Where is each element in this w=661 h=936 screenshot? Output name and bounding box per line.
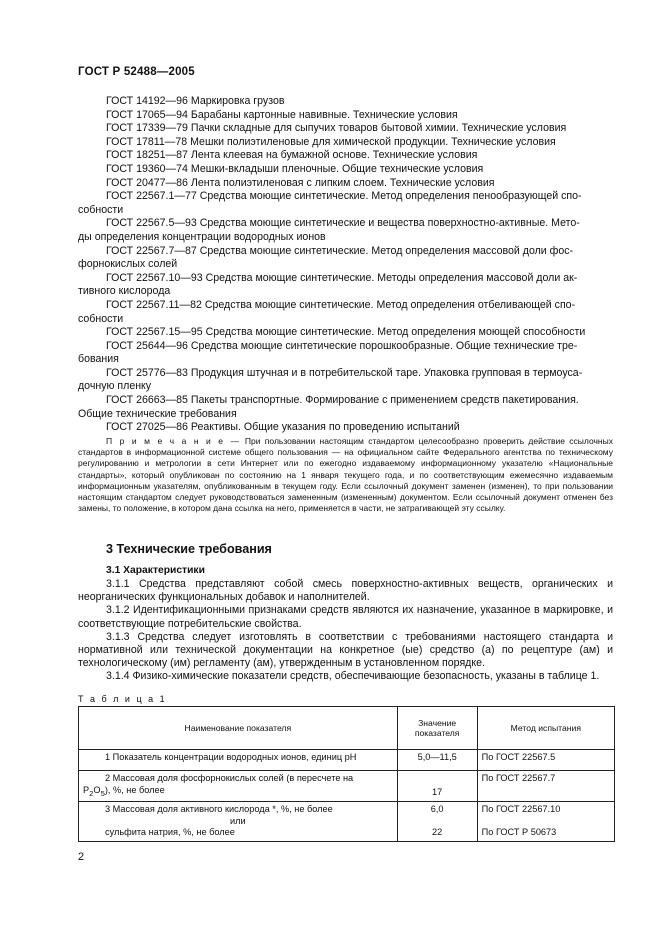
- formula-sub: 5: [100, 788, 105, 798]
- row-name: [79, 771, 398, 802]
- reference-continuation: ды определения концентрации водородных ионов: [78, 230, 326, 243]
- reference-title: Реактивы. Общие указания по проведению испытаний: [190, 421, 460, 434]
- reference-item: [78, 217, 613, 244]
- reference-title: Средства моющие синтетические. Методы определения массовой доли ак-: [205, 271, 578, 284]
- row-name-line: 2 Массовая доля фосфорнокислых солей (в пересчете на: [105, 773, 354, 783]
- reference-title: Барабаны картонные навивные. Технические условия: [190, 108, 458, 121]
- reference-code: ГОСТ 18251—87: [106, 149, 188, 162]
- paragraph: 3.1.2 Идентификационными признаками средств являются их назначение, указанное в маркировке, и соответствующие потребительские свойства.: [78, 604, 613, 630]
- paragraph: 3.1.3 Средства следует изготовлять в соответствии с требованиями настоящего стандарта и нормативной или технической документации на конкретное (ые) средство (а) по рецептуре (ам) и технологическому (им) регламенту (ам), утвержденным в установленном порядке.: [78, 630, 613, 670]
- subsection-title: 3.1 Характеристики: [106, 565, 205, 576]
- reference-title: Мешки полиэтиленовые для химической продукции. Технические условия: [190, 135, 556, 148]
- reference-continuation: собности: [78, 203, 124, 216]
- reference-title: Средства моющие синтетические. Метод определения моющей способности: [205, 326, 586, 339]
- reference-line: [78, 217, 613, 231]
- reference-title: Пачки складные для сыпучих товаров бытовой химии. Технические условия: [190, 122, 567, 135]
- reference-code: ГОСТ 22567.10—93: [106, 271, 203, 284]
- reference-item: [78, 299, 613, 326]
- reference-continuation: Общие технические требования: [78, 407, 237, 420]
- reference-code: ГОСТ 17811—78: [106, 135, 188, 148]
- reference-item: [78, 163, 613, 177]
- reference-line: [78, 177, 613, 191]
- reference-line: [78, 109, 613, 123]
- row-method: По ГОСТ 22567.7: [477, 771, 614, 802]
- row-value: 5,0—11,5: [397, 750, 477, 771]
- formula-part: P: [83, 784, 90, 795]
- reference-title: Средства моющие синтетические. Метод определения отбеливающей спо-: [204, 298, 576, 311]
- row-value: [397, 771, 477, 802]
- row-value: [397, 802, 477, 842]
- row-method: По ГОСТ 22567.5: [477, 750, 614, 771]
- reference-item: [78, 122, 613, 136]
- reference-continuation: дочную пленку: [78, 380, 152, 393]
- document-header: ГОСТ Р 52488—2005: [78, 66, 195, 78]
- reference-line: [78, 245, 613, 259]
- reference-title: Средства моющие синтетические. Метод определения массовой доли фос-: [199, 244, 574, 257]
- reference-code: ГОСТ 17065—94: [106, 108, 188, 121]
- reference-line: [78, 340, 613, 354]
- reference-title: Средства моющие синтетические порошкообразные. Общие технические тре-: [190, 339, 578, 352]
- row-name-line: сульфита натрия, %, не более: [105, 827, 235, 838]
- reference-title: Маркировка грузов: [190, 95, 285, 107]
- reference-continuation: тивного кислорода: [78, 285, 171, 298]
- reference-item: [78, 421, 613, 435]
- row-name: [79, 750, 398, 771]
- reference-line: [78, 136, 613, 150]
- reference-line: [78, 163, 613, 177]
- row-name-text: 1 Показатель концентрации водородных ионов, единиц pH: [105, 752, 357, 762]
- header-name: Наименование показателя: [79, 707, 398, 750]
- reference-item: [78, 190, 613, 217]
- reference-continuation: собности: [78, 312, 124, 325]
- reference-line: [78, 272, 613, 286]
- reference-continuation: бования: [78, 353, 119, 366]
- table-header-row: [79, 707, 615, 750]
- reference-code: ГОСТ 25644—96: [106, 339, 188, 352]
- reference-item: [78, 245, 613, 272]
- header-method: Метод испытания: [477, 707, 614, 750]
- formula-part: ), %, не более: [104, 784, 165, 795]
- reference-code: ГОСТ 19360—74: [106, 162, 188, 175]
- reference-code: ГОСТ 27025—86: [106, 421, 188, 434]
- reference-code: ГОСТ 22567.5—93: [106, 217, 197, 230]
- references-list: [78, 95, 613, 435]
- reference-line: [78, 190, 613, 204]
- reference-item: [78, 149, 613, 163]
- reference-line: [78, 326, 613, 340]
- reference-code: ГОСТ 22567.11—82: [106, 298, 202, 311]
- table-caption: Т а б л и ц а 1: [78, 694, 167, 704]
- reference-code: ГОСТ 22567.15—95: [106, 326, 203, 339]
- reference-line: [78, 367, 613, 381]
- section-body: [78, 578, 613, 684]
- reference-code: ГОСТ 22567.7—87: [106, 244, 197, 257]
- reference-continuation: форнокислых солей: [78, 258, 178, 271]
- reference-code: ГОСТ 22567.1—77: [106, 190, 197, 203]
- formula-part: O: [93, 784, 101, 795]
- row-method-text: По ГОСТ 22567.10: [481, 804, 561, 815]
- row-value-text: 6,0: [430, 804, 444, 815]
- table-row: [79, 771, 615, 802]
- reference-title: Средства моющие синтетические. Метод определения пенообразующей спо-: [199, 190, 582, 203]
- reference-title: Лента клеевая на бумажной основе. Технические условия: [190, 149, 478, 162]
- reference-line: [78, 149, 613, 163]
- page-number: 2: [78, 851, 85, 863]
- reference-code: ГОСТ 14192—96: [106, 95, 188, 107]
- row-method-text: По ГОСТ Р 50673: [481, 827, 557, 838]
- reference-title: Лента полиэтиленовая с липким слоем. Технические условия: [190, 176, 495, 189]
- reference-title: Средства моющие синтетические и вещества поверхностно-активные. Мето-: [199, 217, 580, 230]
- reference-line: [78, 95, 613, 109]
- row-name-line: или: [230, 815, 246, 826]
- reference-title: Мешки-вкладыши пленочные. Общие технические условия: [190, 162, 484, 175]
- header-value: Значение показателя: [397, 707, 477, 750]
- reference-item: [78, 340, 613, 367]
- note-lead: П р и м е ч а н и е —: [106, 436, 241, 446]
- reference-code: ГОСТ 26663—85: [106, 394, 188, 407]
- reference-item: [78, 367, 613, 394]
- row-name-line: [83, 785, 393, 799]
- row-value-text: 17: [432, 787, 443, 798]
- row-method: [477, 802, 614, 842]
- reference-line: [78, 122, 613, 136]
- reference-code: ГОСТ 20477—86: [106, 176, 188, 189]
- row-name: [79, 802, 398, 842]
- note-block: [78, 436, 613, 514]
- reference-item: [78, 109, 613, 123]
- reference-item: [78, 326, 613, 340]
- reference-code: ГОСТ 17339—79: [106, 122, 188, 135]
- reference-line: [78, 421, 613, 435]
- reference-line: [78, 394, 613, 408]
- reference-item: [78, 136, 613, 150]
- reference-item: [78, 95, 613, 109]
- table-row: [79, 802, 615, 842]
- paragraph: 3.1.4 Физико-химические показатели средств, обеспечивающие безопасность, указаны в таблице 1.: [106, 670, 600, 683]
- reference-title: Продукция штучная и в потребительской таре. Упаковка групповая в термоуса-: [190, 366, 583, 379]
- reference-item: [78, 177, 613, 191]
- properties-table: [78, 706, 615, 842]
- reference-code: ГОСТ 25776—83: [106, 366, 188, 379]
- formula-sub: 2: [89, 788, 94, 798]
- paragraph: 3.1.1 Средства представляют собой смесь поверхностно-активных веществ, органических и неорганических функциональных добавок и наполнителей.: [78, 578, 613, 604]
- table-row: [79, 750, 615, 771]
- reference-item: [78, 272, 613, 299]
- row-name-line: 3 Массовая доля активного кислорода *, %, не более: [105, 804, 333, 815]
- note-text: При пользовании настоящим стандартом целесообразно проверить действие ссылочных стандартов в информационной системе общего пользования — на официальном сайте Федерального агентства по техническому регулированию и метрологии в сети Интернет или по ежегодно издаваемому информационному указателю «Национальные стандарты», который опубликован по состоянию на 1 января текущего года, и по соответствующим ежемесячно издаваемым информационным указателям, опубликованным в текущем году. Если ссылочный документ заменен (изменен), то при пользовании настоящим стандартом следует руководствоваться замененным (измененным) документом. Если ссылочный документ отменен без замены, то положение, в котором дана ссылка на него, применяется в части, не затрагивающей эту ссылку.: [78, 436, 613, 514]
- reference-line: [78, 299, 613, 313]
- row-value-text: 22: [432, 827, 443, 838]
- reference-title: Пакеты транспортные. Формирование с применением средств пакетирования.: [190, 394, 579, 407]
- reference-item: [78, 394, 613, 421]
- section-title: 3 Технические требования: [106, 542, 272, 556]
